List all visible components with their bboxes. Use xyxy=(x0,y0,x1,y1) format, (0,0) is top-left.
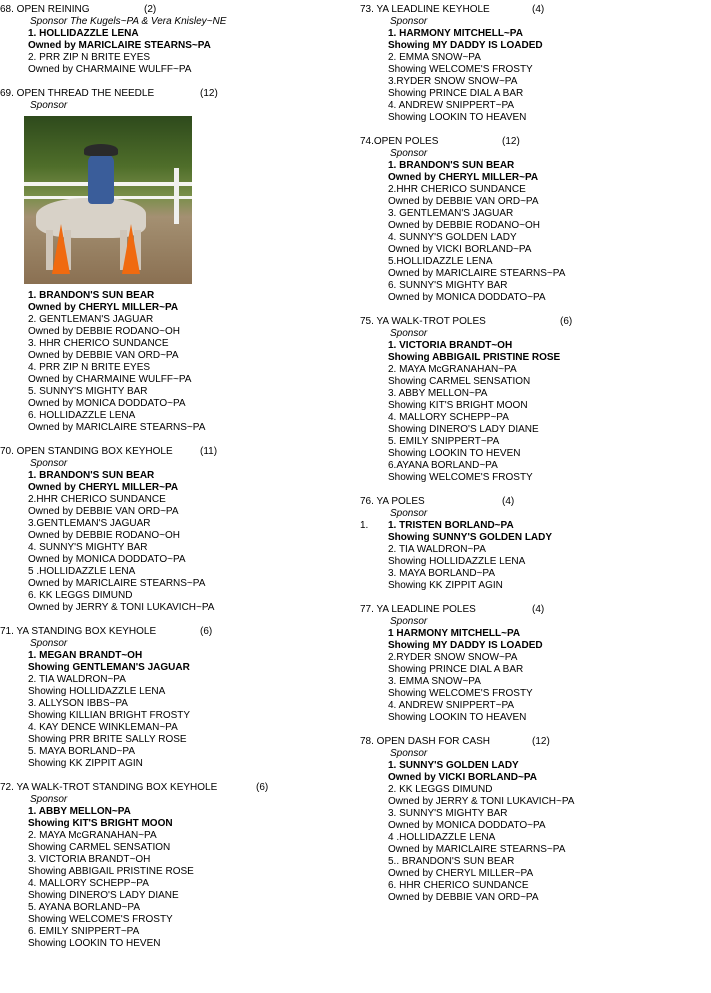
owner-line: Showing MY DADDY IS LOADED xyxy=(388,640,543,651)
owner-line: Owned by MONICA DODDATO~PA xyxy=(28,398,186,409)
owner-line: Owned by MONICA DODDATO~PA xyxy=(28,554,186,565)
placing-line: 2.RYDER SNOW SNOW~PA xyxy=(388,652,518,663)
sponsor-line: Sponsor xyxy=(30,100,68,111)
event-title: 74.OPEN POLES xyxy=(360,136,439,147)
entry-count: (6) xyxy=(560,316,573,327)
event-header xyxy=(0,782,345,794)
owner-line: Owned by CHERYL MILLER~PA xyxy=(28,482,179,493)
owner-line: Showing HOLLIDAZZLE LENA xyxy=(388,556,526,567)
owner-line: Showing CARMEL SENSATION xyxy=(388,376,531,387)
owner-line: Showing LOOKIN TO HEAVEN xyxy=(388,112,527,123)
owner-line: Showing GENTLEMAN'S JAGUAR xyxy=(28,662,190,673)
owner-line: Showing KIT'S BRIGHT MOON xyxy=(388,400,528,411)
entry-count: (6) xyxy=(200,626,213,637)
owner-line: Owned by DEBBIE VAN ORD~PA xyxy=(28,350,179,361)
owner-line: Showing PRINCE DIAL A BAR xyxy=(388,88,524,99)
owner-line: Owned by CHERYL MILLER~PA xyxy=(388,868,534,879)
event-header xyxy=(360,496,705,508)
event-73 xyxy=(360,4,705,124)
owner-line: Showing CARMEL SENSATION xyxy=(28,842,171,853)
owner-line: Owned by MONICA DODDATO~PA xyxy=(388,820,546,831)
placing-line: 2.HHR CHERICO SUNDANCE xyxy=(388,184,526,195)
placing-line: 4. MALLORY SCHEPP~PA xyxy=(388,412,509,423)
placing-line: 2. KK LEGGS DIMUND xyxy=(388,784,493,795)
placing-line: 4. SUNNY'S MIGHTY BAR xyxy=(28,542,148,553)
owner-line: Owned by JERRY & TONI LUKAVICH~PA xyxy=(28,602,215,613)
owner-line: Owned by CHARMAINE WULFF~PA xyxy=(28,64,192,75)
placing-line: 5. SUNNY'S MIGHTY BAR xyxy=(28,386,148,397)
sponsor-line: Sponsor xyxy=(390,748,428,759)
left-column xyxy=(0,4,345,962)
placing-line: 4. KAY DENCE WINKLEMAN~PA xyxy=(28,722,178,733)
entry-count: (12) xyxy=(200,88,218,99)
placing-line: 6. HHR CHERICO SUNDANCE xyxy=(388,880,529,891)
entry-count: (4) xyxy=(502,496,515,507)
placing-line: 1. ABBY MELLON~PA xyxy=(28,806,131,817)
placing-line: 1. SUNNY'S GOLDEN LADY xyxy=(388,760,519,771)
placing-line: 3. GENTLEMAN'S JAGUAR xyxy=(388,208,514,219)
sponsor-line: Sponsor xyxy=(390,328,428,339)
sponsor-line: Sponsor xyxy=(30,638,68,649)
owner-line: Owned by DEBBIE RODANO~OH xyxy=(388,220,540,231)
placing-line: 1. HOLLIDAZZLE LENA xyxy=(28,28,139,39)
placing-line xyxy=(360,520,705,532)
owner-line: Owned by MARICLAIRE STEARNS~PA xyxy=(388,268,566,279)
owner-line: Showing MY DADDY IS LOADED xyxy=(388,40,543,51)
owner-line: Owned by MONICA DODDATO~PA xyxy=(388,292,546,303)
placing-line: 2. TIA WALDRON~PA xyxy=(388,544,486,555)
event-header xyxy=(0,626,345,638)
event-72 xyxy=(0,782,345,950)
owner-line: Showing KILLIAN BRIGHT FROSTY xyxy=(28,710,191,721)
event-header xyxy=(0,446,345,458)
placing-line: 3. MAYA BORLAND~PA xyxy=(388,568,495,579)
placing-line: 3. ALLYSON IBBS~PA xyxy=(28,698,128,709)
event-77 xyxy=(360,604,705,724)
sponsor-line: Sponsor xyxy=(390,508,428,519)
placing-line: 1. BRANDON'S SUN BEAR xyxy=(388,160,515,171)
owner-line: Showing KIT'S BRIGHT MOON xyxy=(28,818,173,829)
owner-line: Owned by MARICLAIRE STEARNS~PA xyxy=(388,844,566,855)
owner-line: Showing SUNNY'S GOLDEN LADY xyxy=(388,532,553,543)
owner-line: Showing ABBIGAIL PRISTINE ROSE xyxy=(28,866,194,877)
event-title: 75. YA WALK-TROT POLES xyxy=(360,316,486,327)
placing-line: 1. BRANDON'S SUN BEAR xyxy=(28,470,155,481)
placing-line: 3.RYDER SNOW SNOW~PA xyxy=(388,76,518,87)
event-title: 78. OPEN DASH FOR CASH xyxy=(360,736,491,747)
owner-line: Owned by DEBBIE VAN ORD~PA xyxy=(28,506,179,517)
event-header xyxy=(360,316,705,328)
event-title: 68. OPEN REINING xyxy=(0,4,90,15)
placing-line: 6. EMILY SNIPPERT~PA xyxy=(28,926,140,937)
event-title: 69. OPEN THREAD THE NEEDLE xyxy=(0,88,155,99)
placing-line: 4. PRR ZIP N BRITE EYES xyxy=(28,362,151,373)
sponsor-line: Sponsor xyxy=(390,148,428,159)
owner-line: Showing KK ZIPPIT AGIN xyxy=(388,580,503,591)
placing-line: 3. EMMA SNOW~PA xyxy=(388,676,481,687)
sponsor-line: Sponsor xyxy=(30,458,68,469)
owner-line: Owned by CHERYL MILLER~PA xyxy=(28,302,179,313)
entry-count: (11) xyxy=(200,446,218,457)
owner-line: Owned by VICKI BORLAND~PA xyxy=(388,772,537,783)
event-header xyxy=(0,4,345,16)
placing-line: 4. SUNNY'S GOLDEN LADY xyxy=(388,232,517,243)
owner-line: Owned by VICKI BORLAND~PA xyxy=(388,244,532,255)
placing-line: 1. VICTORIA BRANDT~OH xyxy=(388,340,513,351)
placing-line: 5. MAYA BORLAND~PA xyxy=(28,746,135,757)
owner-line: Owned by DEBBIE VAN ORD~PA xyxy=(388,196,539,207)
owner-line: Showing WELCOME'S FROSTY xyxy=(388,472,533,483)
owner-line: Owned by MARICLAIRE STEARNS~PA xyxy=(28,40,211,51)
owner-line: Owned by DEBBIE RODANO~OH xyxy=(28,326,180,337)
placing-text: 1. TRISTEN BORLAND~PA xyxy=(388,520,514,531)
event-71 xyxy=(0,626,345,770)
placing-line: 5.HOLLIDAZZLE LENA xyxy=(388,256,493,267)
placing-line: 1. HARMONY MITCHELL~PA xyxy=(388,28,523,39)
owner-line: Showing ABBIGAIL PRISTINE ROSE xyxy=(388,352,561,363)
owner-line: Owned by MARICLAIRE STEARNS~PA xyxy=(28,422,206,433)
event-75 xyxy=(360,316,705,484)
placing-line: 1. MEGAN BRANDT~OH xyxy=(28,650,143,661)
owner-line: Showing LOOKIN TO HEVEN xyxy=(28,938,161,949)
placing-line: 3.GENTLEMAN'S JAGUAR xyxy=(28,518,151,529)
placing-line: 2. MAYA McGRANAHAN~PA xyxy=(388,364,517,375)
event-title: 72. YA WALK-TROT STANDING BOX KEYHOLE xyxy=(0,782,218,793)
placing-line: 5 .HOLLIDAZZLE LENA xyxy=(28,566,136,577)
sponsor-line: Sponsor xyxy=(390,16,428,27)
owner-line: Showing PRINCE DIAL A BAR xyxy=(388,664,524,675)
owner-line: Showing WELCOME'S FROSTY xyxy=(388,688,533,699)
placing-line: 2. TIA WALDRON~PA xyxy=(28,674,126,685)
placing-line: 6. KK LEGGS DIMUND xyxy=(28,590,133,601)
placing-line: 6. SUNNY'S MIGHTY BAR xyxy=(388,280,508,291)
owner-line: Showing KK ZIPPIT AGIN xyxy=(28,758,143,769)
placing-line: 3. SUNNY'S MIGHTY BAR xyxy=(388,808,508,819)
placing-line: 4 .HOLLIDAZZLE LENA xyxy=(388,832,496,843)
owner-line: Showing DINERO'S LADY DIANE xyxy=(28,890,179,901)
event-header xyxy=(360,736,705,748)
owner-line: Owned by DEBBIE VAN ORD~PA xyxy=(388,892,539,903)
event-title: 71. YA STANDING BOX KEYHOLE xyxy=(0,626,157,637)
event-78 xyxy=(360,736,705,904)
owner-line: Showing WELCOME'S FROSTY xyxy=(388,64,533,75)
placing-line: 1. BRANDON'S SUN BEAR xyxy=(28,290,155,301)
event-header xyxy=(0,88,345,100)
event-header xyxy=(360,136,705,148)
event-title: 76. YA POLES xyxy=(360,496,425,507)
placing-line: 3. ABBY MELLON~PA xyxy=(388,388,488,399)
placing-line: 5.. BRANDON'S SUN BEAR xyxy=(388,856,515,867)
owner-line: Owned by JERRY & TONI LUKAVICH~PA xyxy=(388,796,575,807)
placing-line: 2.HHR CHERICO SUNDANCE xyxy=(28,494,166,505)
sponsor-line: Sponsor The Kugels~PA & Vera Knisley~NE xyxy=(30,16,227,27)
list-marker: 1. xyxy=(360,520,369,531)
owner-line: Owned by DEBBIE RODANO~OH xyxy=(28,530,180,541)
owner-line: Showing PRR BRITE SALLY ROSE xyxy=(28,734,187,745)
event-68 xyxy=(0,4,345,76)
placing-line: 6. HOLLIDAZZLE LENA xyxy=(28,410,136,421)
owner-line: Showing LOOKIN TO HEAVEN xyxy=(388,712,527,723)
placing-line: 4. ANDREW SNIPPERT~PA xyxy=(388,700,515,711)
placing-line: 2. GENTLEMAN'S JAGUAR xyxy=(28,314,154,325)
entry-count: (4) xyxy=(532,604,545,615)
owner-line: Owned by CHARMAINE WULFF~PA xyxy=(28,374,192,385)
owner-line: Showing DINERO'S LADY DIANE xyxy=(388,424,539,435)
placing-line: 1 HARMONY MITCHELL~PA xyxy=(388,628,521,639)
owner-line: Showing HOLLIDAZZLE LENA xyxy=(28,686,166,697)
owner-line: Owned by MARICLAIRE STEARNS~PA xyxy=(28,578,206,589)
placing-line: 3. VICTORIA BRANDT~OH xyxy=(28,854,151,865)
placing-line: 6.AYANA BORLAND~PA xyxy=(388,460,498,471)
owner-line: Showing LOOKIN TO HEVEN xyxy=(388,448,521,459)
placing-line: 2. PRR ZIP N BRITE EYES xyxy=(28,52,151,63)
owner-line: Owned by CHERYL MILLER~PA xyxy=(388,172,539,183)
event-title: 77. YA LEADLINE POLES xyxy=(360,604,476,615)
event-title: 73. YA LEADLINE KEYHOLE xyxy=(360,4,490,15)
sponsor-line: Sponsor xyxy=(390,616,428,627)
entry-count: (12) xyxy=(502,136,520,147)
horse-rider-photo xyxy=(24,116,192,284)
placing-line: 2. MAYA McGRANAHAN~PA xyxy=(28,830,157,841)
placing-line: 4. ANDREW SNIPPERT~PA xyxy=(388,100,515,111)
owner-line: Showing WELCOME'S FROSTY xyxy=(28,914,173,925)
right-column xyxy=(360,4,705,916)
placing-line: 2. EMMA SNOW~PA xyxy=(388,52,481,63)
event-74-open xyxy=(360,136,705,304)
placing-line: 5. EMILY SNIPPERT~PA xyxy=(388,436,500,447)
event-69 xyxy=(0,88,345,434)
placing-line: 4. MALLORY SCHEPP~PA xyxy=(28,878,149,889)
event-title: 70. OPEN STANDING BOX KEYHOLE xyxy=(0,446,173,457)
event-header xyxy=(360,604,705,616)
event-76 xyxy=(360,496,705,592)
entry-count: (6) xyxy=(256,782,269,793)
event-header xyxy=(360,4,705,16)
entry-count: (4) xyxy=(532,4,545,15)
placing-line: 5. AYANA BORLAND~PA xyxy=(28,902,140,913)
entry-count: (12) xyxy=(532,736,550,747)
sponsor-line: Sponsor xyxy=(30,794,68,805)
entry-count: (2) xyxy=(144,4,157,15)
placing-line: 3. HHR CHERICO SUNDANCE xyxy=(28,338,169,349)
event-70 xyxy=(0,446,345,614)
